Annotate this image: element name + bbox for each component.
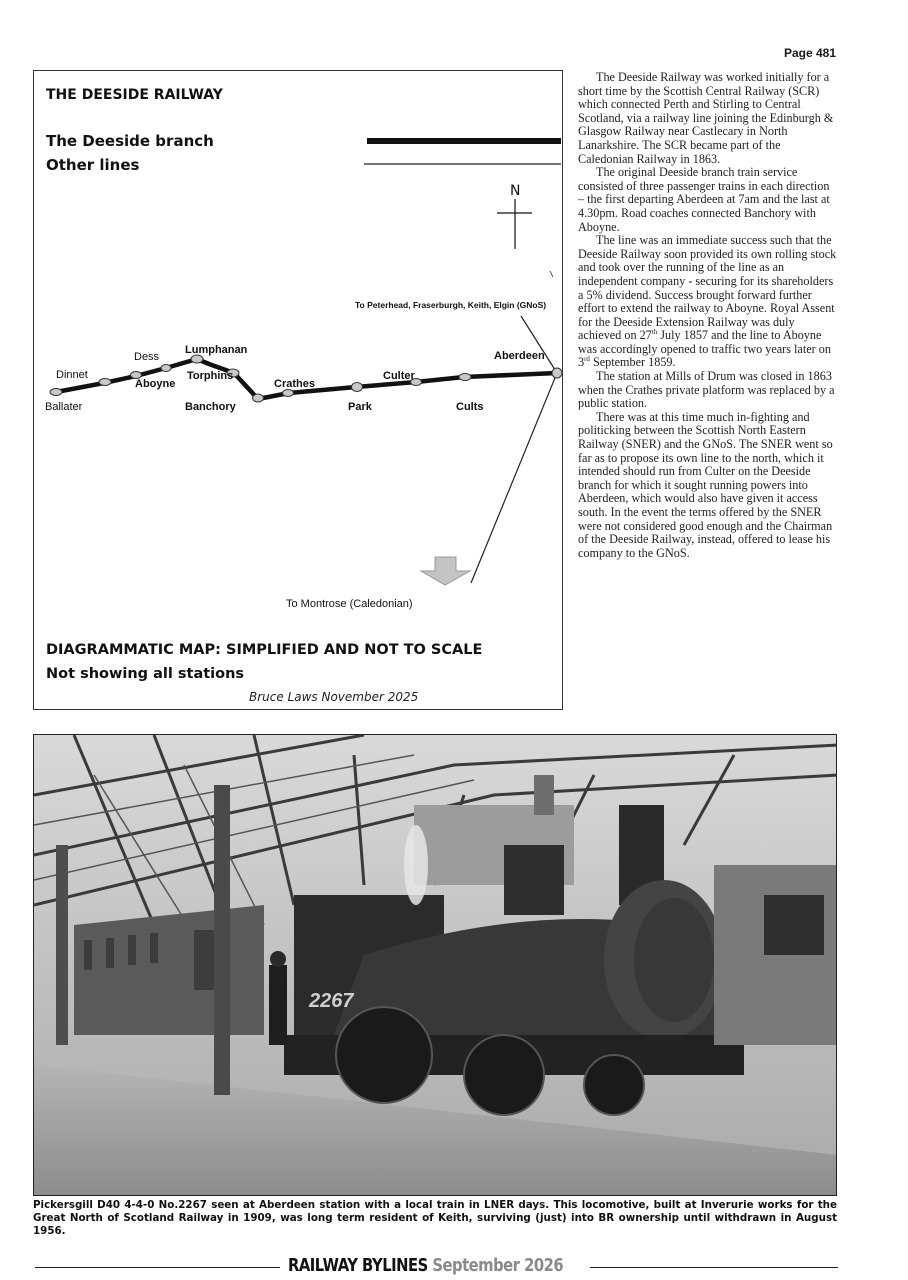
station-photo (33, 734, 837, 1196)
map-drawing (34, 71, 564, 711)
article-text: July 1857 and the line to Aboyne was accordingly opened to traffic two years later on 3 (578, 328, 831, 370)
article-column (578, 71, 838, 560)
station-label-cults: Cults (456, 401, 484, 413)
ordinal-suffix: th (651, 328, 658, 337)
station-label-banchory: Banchory (185, 401, 236, 413)
station-marker-aberdeen (552, 368, 562, 378)
ordinal-suffix: rd (584, 355, 590, 364)
photo-illustration (34, 735, 837, 1196)
footer-rule-right (590, 1267, 838, 1268)
station-label-torphins: Torphins (187, 370, 234, 382)
line-to-montrose (471, 373, 557, 583)
station-marker-dess (161, 365, 171, 372)
magazine-name: RAILWAY BYLINES (288, 1255, 428, 1276)
loco-number: 2267 (309, 990, 354, 1012)
article-paragraph: The original Deeside branch train service consisted of three passenger trains in each direction – the first departing Aberdeen at 7am and the last at 4.30pm. Road coaches connected Banchory with Aboyne. (578, 165, 830, 234)
photo-caption: Pickersgill D40 4-4-0 No.2267 seen at Aberdeen station with a local train in LNER days. This locomotive, built at Inverurie works for the Great North of Scotland Railway in 1909, was long term resident of Keith, surviving (just) into BR ownership until withdrawn in August 1956. (33, 1199, 837, 1237)
article-paragraph: The station at Mills of Drum was closed in 1863 when the Crathes private platform was replaced by a public station. (578, 369, 835, 411)
north-label: N (510, 183, 521, 199)
map-title: THE DEESIDE RAILWAY (46, 87, 223, 103)
station-marker-dinnet (99, 379, 111, 386)
station-marker-ballater (50, 389, 62, 396)
station-marker-crathes (283, 390, 294, 397)
article-paragraph (578, 234, 838, 370)
station-label-dinnet: Dinnet (56, 369, 88, 381)
station-marker-park (352, 383, 363, 392)
station-marker-lumphanan (191, 355, 203, 363)
station-label-ballater: Ballater (45, 401, 83, 413)
article-paragraph: There was at this time much in-fighting and politicking between the Scottish North Eastern Railway (SNER) and the GNoS. The SNER went so far as to propose its own line to the north, which it intended should run from Culter on the Deeside branch for which it sought running powers into Aberdeen, which would also have given it access south. In the event the terms offered by the SNER were not considered good enough and the Chairman of the Deeside Railway, instead, offered to lease his company to the GNoS. (578, 409, 833, 560)
footer-rule-left (35, 1267, 280, 1268)
map-credit: Bruce Laws November 2025 (249, 690, 419, 704)
article-text: September 1859. (589, 355, 676, 370)
map-note-sub: Not showing all stations (46, 666, 245, 682)
route-map (33, 70, 563, 710)
article-text: The line was an immediate success such that the Deeside Railway soon provided its own rolling stock and took over the running of the line as an independent company - securing for its shareholders a 5% dividend. Success brought forward further effort to extend the railway to Aboyne. Royal Assent for the Deeside Extension Railway was duly achieved on 27 (578, 233, 837, 343)
down-arrow-icon (421, 557, 470, 585)
article-paragraph: The Deeside Railway was worked initially for a short time by the Scottish Central Railway (SCR) which connected Perth and Stirling to Central Scotland, via a railway line joining the Edinburgh & Glasgow Railway near Castlecary in North Lanarkshire. The SCR became part of the Caledonian Railway in 1863. (578, 70, 834, 166)
station-marker-cults (459, 374, 471, 381)
station-label-dess: Dess (134, 351, 160, 363)
footer-title (288, 1255, 563, 1276)
dest-north-label: To Peterhead, Fraserburgh, Keith, Elgin (GNoS) (355, 300, 547, 310)
dest-south-label: To Montrose (Caledonian) (286, 598, 413, 610)
station-label-culter: Culter (383, 370, 415, 382)
north-arrow-icon (497, 183, 532, 249)
page-number: Page 481 (783, 46, 836, 60)
map-note: DIAGRAMMATIC MAP: SIMPLIFIED AND NOT TO SCALE (46, 642, 483, 658)
map-tick (550, 271, 553, 277)
station-label-park: Park (348, 401, 372, 413)
station-label-lumphanan: Lumphanan (185, 344, 248, 356)
legend-branch-label: The Deeside branch (46, 132, 214, 150)
page-footer (0, 1254, 908, 1278)
station-label-aboyne: Aboyne (135, 378, 176, 390)
legend-other-label: Other lines (46, 156, 140, 174)
line-to-peterhead (521, 316, 557, 373)
station-label-crathes: Crathes (274, 378, 315, 390)
station-marker-banchory (253, 394, 264, 402)
issue-date: September 2026 (432, 1255, 564, 1276)
station-label-aberdeen: Aberdeen (494, 350, 545, 362)
